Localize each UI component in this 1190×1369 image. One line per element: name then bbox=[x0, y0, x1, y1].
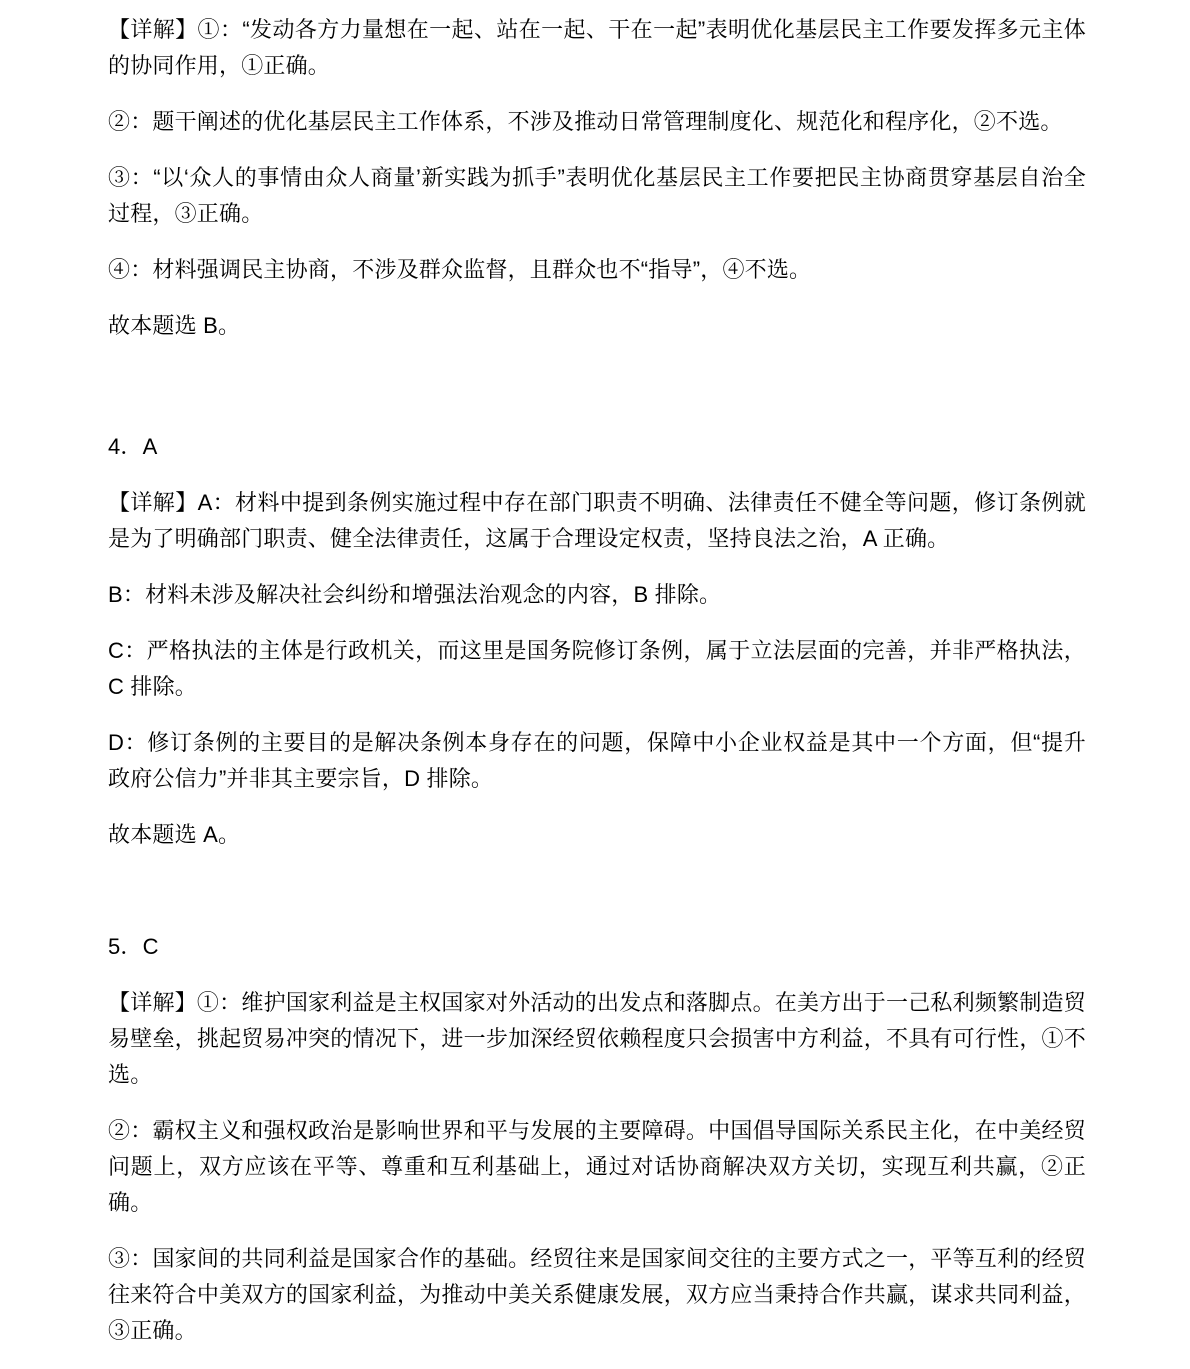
explanation-paragraph-option-3: ③：“以‘众人的事情由众人商量’新实践为抓手”表明优化基层民主工作要把民主协商贯穿基层自治全过程，③正确。 bbox=[108, 165, 1086, 226]
explanation-paragraph-option-c: C：严格执法的主体是行政机关，而这里是国务院修订条例，属于立法层面的完善，并非严格执法，C 排除。 bbox=[108, 638, 1086, 699]
explanation-paragraph-option-3: ③：国家间的共同利益是国家合作的基础。经贸往来是国家间交往的主要方式之一，平等互利的经贸往来符合中美双方的国家利益，为推动中美关系健康发展，双方应当秉持合作共赢，谋求共同利益，③正确。 bbox=[108, 1246, 1086, 1343]
explanation-paragraph-option-1: 【详解】①：维护国家利益是主权国家对外活动的出发点和落脚点。在美方出于一己私利频繁制造贸易壁垒，挑起贸易冲突的情况下，进一步加深经贸依赖程度只会损害中方利益，不具有可行性，①不选。 bbox=[108, 990, 1086, 1087]
question-3-explanation-section bbox=[108, 12, 1086, 344]
explanation-paragraph-option-1: 【详解】①：“发动各方力量想在一起、站在一起、干在一起”表明优化基层民主工作要发挥多元主体的协同作用，①正确。 bbox=[108, 17, 1086, 78]
explanation-paragraph-option-d: D：修订条例的主要目的是解决条例本身存在的问题，保障中小企业权益是其中一个方面，但“提升政府公信力”并非其主要宗旨，D 排除。 bbox=[108, 730, 1086, 791]
question-5-section bbox=[108, 929, 1086, 1349]
explanation-paragraph-option-2: ②：题干阐述的优化基层民主工作体系，不涉及推动日常管理制度化、规范化和程序化，②不选。 bbox=[108, 109, 1063, 134]
explanation-paragraph-option-4: ④：材料强调民主协商，不涉及群众监督，且群众也不“指导”，④不选。 bbox=[108, 257, 812, 282]
explanation-paragraph-option-b: B：材料未涉及解决社会纠纷和增强法治观念的内容，B 排除。 bbox=[108, 582, 722, 607]
answer-conclusion: 故本题选 A。 bbox=[108, 822, 241, 847]
question-4-section bbox=[108, 429, 1086, 853]
answer-heading-q5: 5．C bbox=[108, 934, 159, 959]
explanation-paragraph-option-2: ②：霸权主义和强权政治是影响世界和平与发展的主要障碍。中国倡导国际关系民主化，在中美经贸问题上，双方应该在平等、尊重和互利基础上，通过对话协商解决双方关切，实现互利共赢，②正确。 bbox=[108, 1118, 1086, 1215]
answer-heading-q4: 4．A bbox=[108, 434, 158, 459]
answer-conclusion: 故本题选 B。 bbox=[108, 313, 241, 338]
explanation-paragraph-option-a: 【详解】A：材料中提到条例实施过程中存在部门职责不明确、法律责任不健全等问题，修订条例就是为了明确部门职责、健全法律责任，这属于合理设定权责，坚持良法之治，A 正确。 bbox=[108, 490, 1086, 551]
